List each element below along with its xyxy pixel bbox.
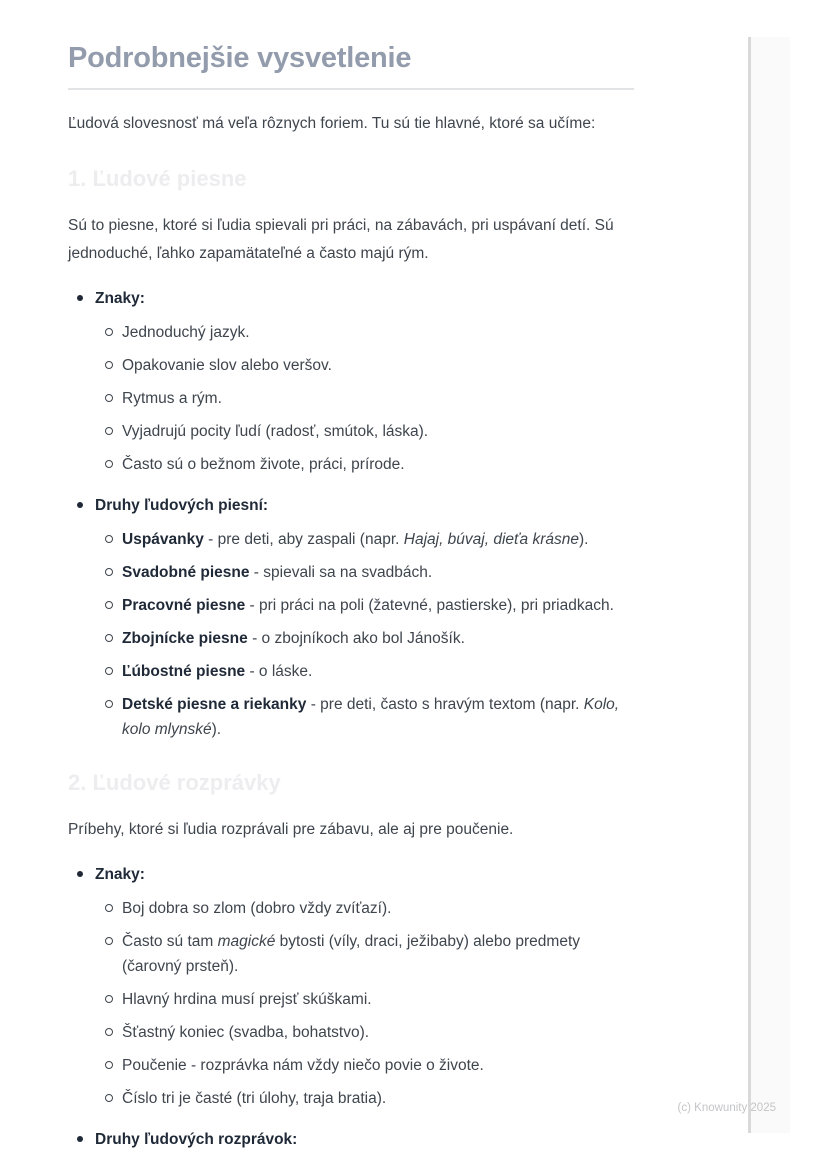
list-item <box>68 1127 634 1152</box>
text-span: Často sú o bežnom živote, práci, prírode. <box>122 456 405 473</box>
term-bold: Ľúbostné piesne <box>122 663 246 680</box>
section-2 <box>68 768 634 1152</box>
term-bold: Svadobné piesne <box>122 564 250 581</box>
bullet-list <box>68 286 634 742</box>
sub-list-item <box>95 560 634 585</box>
title-divider <box>68 88 634 90</box>
sub-list-item <box>95 692 634 742</box>
text-span: Poučenie - rozprávka nám vždy niečo povie o živote. <box>122 1057 484 1074</box>
page-title: Podrobnejšie vysvetlenie <box>68 42 412 74</box>
sub-list-item <box>95 386 634 411</box>
document-content <box>68 42 634 1152</box>
bullet-list <box>68 862 634 1152</box>
text-span: Boj dobra so zlom (dobro vždy zvíťazí). <box>122 900 392 917</box>
sections-container <box>68 164 634 1152</box>
sub-list-item <box>95 452 634 477</box>
text-span: Číslo tri je časté (tri úlohy, traja bratia). <box>122 1090 387 1107</box>
text-span: Šťastný koniec (svadba, bohatstvo). <box>122 1024 370 1041</box>
sub-list-item <box>95 1020 634 1045</box>
sub-bullet-list <box>95 896 634 1111</box>
text-span: - pre deti, často s hravým textom (napr. <box>306 696 584 713</box>
section-1 <box>68 164 634 742</box>
section-heading: 1. Ľudové piesne <box>68 166 247 191</box>
section-heading: 2. Ľudové rozprávky <box>68 770 281 795</box>
text-span: Opakovanie slov alebo veršov. <box>122 357 332 374</box>
term-bold: Uspávanky <box>122 531 204 548</box>
text-span: ). <box>211 721 222 738</box>
text-span: Jednoduchý jazyk. <box>122 324 250 341</box>
sub-list-item <box>95 1086 634 1111</box>
text-italic: magické <box>217 933 276 950</box>
list-item-label: Znaky: <box>95 866 145 883</box>
list-item <box>68 493 634 742</box>
text-span: Často sú tam <box>122 933 218 950</box>
intro-paragraph: Ľudová slovesnosť má veľa rôznych foriem. Tu sú tie hlavné, ktoré sa učíme: <box>68 115 596 132</box>
next-page-edge <box>748 37 790 1133</box>
text-span: - pri práci na poli (žatevné, pastierske), pri priadkach. <box>245 597 614 614</box>
sub-list-item <box>95 527 634 552</box>
text-span: Hlavný hrdina musí prejsť skúškami. <box>122 991 372 1008</box>
text-span: ). <box>578 531 589 548</box>
text-italic: Hajaj, búvaj, dieťa krásne <box>403 531 579 548</box>
sub-list-item <box>95 987 634 1012</box>
sub-list-item <box>95 929 634 979</box>
text-span: Rytmus a rým. <box>122 390 222 407</box>
list-item-label: Druhy ľudových rozprávok: <box>95 1131 298 1148</box>
watermark: (c) Knowunity 2025 <box>677 1102 776 1114</box>
text-span: Vyjadrujú pocity ľudí (radosť, smútok, láska). <box>122 423 429 440</box>
sub-list-item <box>95 896 634 921</box>
text-italic: Kolo, kolo mlynské <box>122 696 620 738</box>
text-span: - pre deti, aby zaspali (napr. <box>203 531 404 548</box>
list-item-label: Znaky: <box>95 290 145 307</box>
sub-list-item <box>95 626 634 651</box>
term-bold: Detské piesne a riekanky <box>122 696 307 713</box>
text-span: bytosti (víly, draci, ježibaby) alebo predmety (čarovný prsteň). <box>122 933 581 975</box>
list-item <box>68 862 634 1111</box>
text-span: - spievali sa na svadbách. <box>249 564 433 581</box>
term-bold: Zbojnícke piesne <box>122 630 248 647</box>
section-paragraph: Sú to piesne, ktoré si ľudia spievali pri práci, na zábavách, pri uspávaní detí. Sú jednoduché, ľahko zapamätateľné a často majú rým. <box>68 217 614 262</box>
sub-list-item <box>95 320 634 345</box>
sub-list-item <box>95 353 634 378</box>
section-paragraph: Príbehy, ktoré si ľudia rozprávali pre zábavu, ale aj pre poučenie. <box>68 821 514 838</box>
text-span: - o láske. <box>245 663 313 680</box>
sub-list-item <box>95 593 634 618</box>
list-item-label: Druhy ľudových piesní: <box>95 497 269 514</box>
sub-bullet-list <box>95 527 634 742</box>
sub-list-item <box>95 659 634 684</box>
term-bold: Pracovné piesne <box>122 597 246 614</box>
list-item <box>68 286 634 477</box>
sub-list-item <box>95 1053 634 1078</box>
text-span: - o zbojníkoch ako bol Jánošík. <box>247 630 465 647</box>
sub-bullet-list <box>95 320 634 477</box>
sub-list-item <box>95 419 634 444</box>
